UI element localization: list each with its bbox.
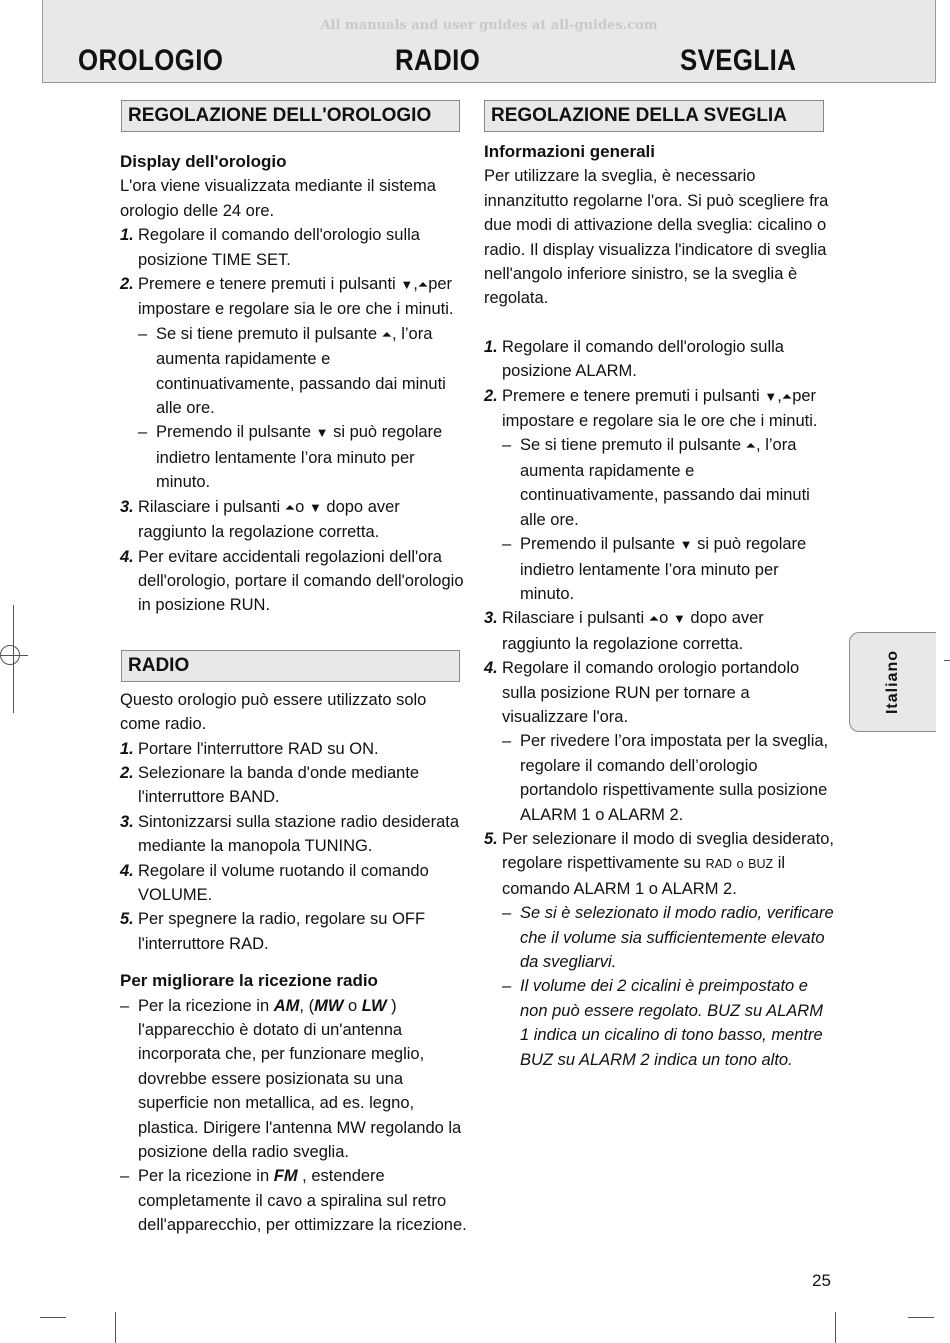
step-number: 4. <box>120 547 134 566</box>
up-double-arrow-icon: ⏶ <box>745 438 757 454</box>
radio-step-5: 5. Per spegnere la radio, regolare su OFF l'interruttore RAD. <box>120 907 470 956</box>
alarm-step-2: 2. Premere e tenere premuti i pulsanti ▼,⏶per impostare e regolare sia le ore che i minuti. <box>484 384 836 434</box>
radio-subhead: Per migliorare la ricezione radio <box>120 971 378 991</box>
down-arrow-icon: ▼ <box>315 425 329 441</box>
alarm-dash-1: – Se si tiene premuto il pulsante ⏶, l’ora aumenta rapidamente e continuativamente, passando dai minuti alle ore. <box>502 436 810 529</box>
language-tab-label: Italiano <box>884 649 901 715</box>
up-double-arrow-icon: ⏶ <box>648 611 660 627</box>
step-number: 3. <box>484 609 498 628</box>
step-number: 1. <box>120 226 134 245</box>
step-number: 3. <box>120 497 134 516</box>
radio-bullet-1: – Per la ricezione in AM, (MW o LW ) l'apparecchio è dotato di un'antenna incorporata che, per funzionare meglio, dovrebbe essere posizionata su una superficie non metallica, ad es. legno, plastica. Dirigere l'antenna MW regolando la posizione della radio sveglia. <box>120 996 462 1162</box>
clock-step-2: 2. Premere e tenere premuti i pulsanti ▼,⏶per impostare e regolare sia le ore che i minuti. <box>120 272 470 322</box>
right-column <box>484 100 836 1072</box>
clock-subhead: Display dell'orologio <box>120 152 287 171</box>
radio-intro: Questo orologio può essere utilizzato solo come radio. <box>120 690 427 734</box>
up-double-arrow-icon: ⏶ <box>781 388 793 404</box>
alarm-step-5: 5. Per selezionare il modo di sveglia desiderato, regolare rispettivamente su RAD o BUZ il comando ALARM 1 o ALARM 2. <box>484 827 836 901</box>
down-arrow-icon: ▼ <box>308 499 322 515</box>
clock-dash-1: – Se si tiene premuto il pulsante ⏶, l’ora aumenta rapidamente e continuativamente, passando dai minuti alle ore. <box>138 324 446 418</box>
radio-section-title: RADIO <box>121 650 460 682</box>
watermark: All manuals and user guides at all-guides.com <box>320 18 658 33</box>
clock-section-title: REGOLAZIONE DELL'OROLOGIO <box>121 100 460 132</box>
step-number: 4. <box>120 861 134 880</box>
step-number: 1. <box>120 739 134 758</box>
registration-circle-icon <box>0 645 20 665</box>
header-title-radio: RADIO <box>395 44 481 77</box>
up-double-arrow-icon: ⏶ <box>417 277 429 293</box>
step-number: 3. <box>120 812 134 831</box>
alarm-section-title: REGOLAZIONE DELLA SVEGLIA <box>484 100 824 132</box>
alarm-step-4: 4. Regolare il comando orologio portandolo sulla posizione RUN per tornare a visualizzare l'ora. <box>484 656 836 729</box>
step-number: 1. <box>484 337 498 356</box>
crop-mark <box>944 660 950 661</box>
down-arrow-icon: ▼ <box>400 277 414 293</box>
language-tab <box>849 632 936 732</box>
alarm-dash-2: – Premendo il pulsante ▼ si può regolare indietro lentamente l’ora minuto per minuto. <box>502 535 807 603</box>
radio-step-2: 2. Selezionare la banda d'onde mediante l'interruttore BAND. <box>120 761 470 810</box>
radio-step-1: 1. Portare l'interruttore RAD su ON. <box>120 737 470 761</box>
crop-mark <box>908 1317 934 1318</box>
up-double-arrow-icon: ⏶ <box>381 326 393 342</box>
step-number: 2. <box>120 275 134 294</box>
left-column <box>120 100 470 1238</box>
clock-dash-2: – Premendo il pulsante ▼ si può regolare indietro lentamente l’ora minuto per minuto. <box>138 423 443 492</box>
alarm-intro: Per utilizzare la sveglia, è necessario innanzitutto regolarne l'ora. Si può scegliere fra due modi di attivazione della sveglia: cicalino o radio. Il display visualizza l'indicatore di sveglia nell'angolo inferiore sinistro, se la sveglia è regolata. <box>484 167 829 308</box>
crop-mark <box>835 1312 836 1343</box>
clock-step-4: 4. Per evitare accidentali regolazioni dell'ora dell'orologio, portare il comando dell'orologio in posizione RUN. <box>120 545 470 618</box>
down-arrow-icon: ▼ <box>672 611 686 627</box>
crop-mark <box>40 1317 66 1318</box>
step-number: 2. <box>120 763 134 782</box>
step-number: 5. <box>120 910 134 929</box>
clock-intro: L'ora viene visualizzata mediante il sistema orologio delle 24 ore. <box>120 177 436 220</box>
header-title-alarm: SVEGLIA <box>680 44 797 77</box>
radio-step-3: 3. Sintonizzarsi sulla stazione radio desiderata mediante la manopola TUNING. <box>120 810 470 859</box>
down-arrow-icon: ▼ <box>679 537 693 553</box>
page-number: 25 <box>812 1271 831 1290</box>
alarm-dash-4: – Se si è selezionato il modo radio, verificare che il volume sia sufficientemente elevato da svegliarvi. <box>502 904 834 971</box>
step-number: 2. <box>484 386 498 405</box>
alarm-step-1: 1. Regolare il comando dell'orologio sulla posizione ALARM. <box>484 335 836 384</box>
radio-bullet-2: – Per la ricezione in FM , estendere completamente il cavo a spiralina sul retro dell'apparecchio, per ottimizzare la ricezione. <box>120 1167 467 1235</box>
alarm-subhead: Informazioni generali <box>484 142 655 161</box>
step-number: 4. <box>484 659 498 678</box>
clock-step-3: 3. Rilasciare i pulsanti ⏶o ▼ dopo aver raggiunto la regolazione corretta. <box>120 495 470 545</box>
alarm-dash-3: – Per rivedere l’ora impostata per la sveglia, regolare il comando dell’orologio portandolo rispettivamente sulla posizione ALARM 1 o ALARM 2. <box>502 732 829 824</box>
up-double-arrow-icon: ⏶ <box>284 499 296 515</box>
radio-step-4: 4. Regolare il volume ruotando il comando VOLUME. <box>120 859 470 908</box>
alarm-dash-5: – Il volume dei 2 cicalini è preimpostato e non può essere regolato. BUZ su ALARM 1 indica un cicalino di tono basso, mentre BUZ su ALARM 2 indica un tono alto. <box>502 977 823 1069</box>
crop-mark <box>115 1312 116 1343</box>
clock-step-1: 1. Regolare il comando dell'orologio sulla posizione TIME SET. <box>120 223 470 272</box>
header-title-clock: OROLOGIO <box>78 44 224 77</box>
alarm-step-3: 3. Rilasciare i pulsanti ⏶o ▼ dopo aver raggiunto la regolazione corretta. <box>484 606 836 656</box>
step-number: 5. <box>484 829 498 848</box>
down-arrow-icon: ▼ <box>764 388 778 404</box>
